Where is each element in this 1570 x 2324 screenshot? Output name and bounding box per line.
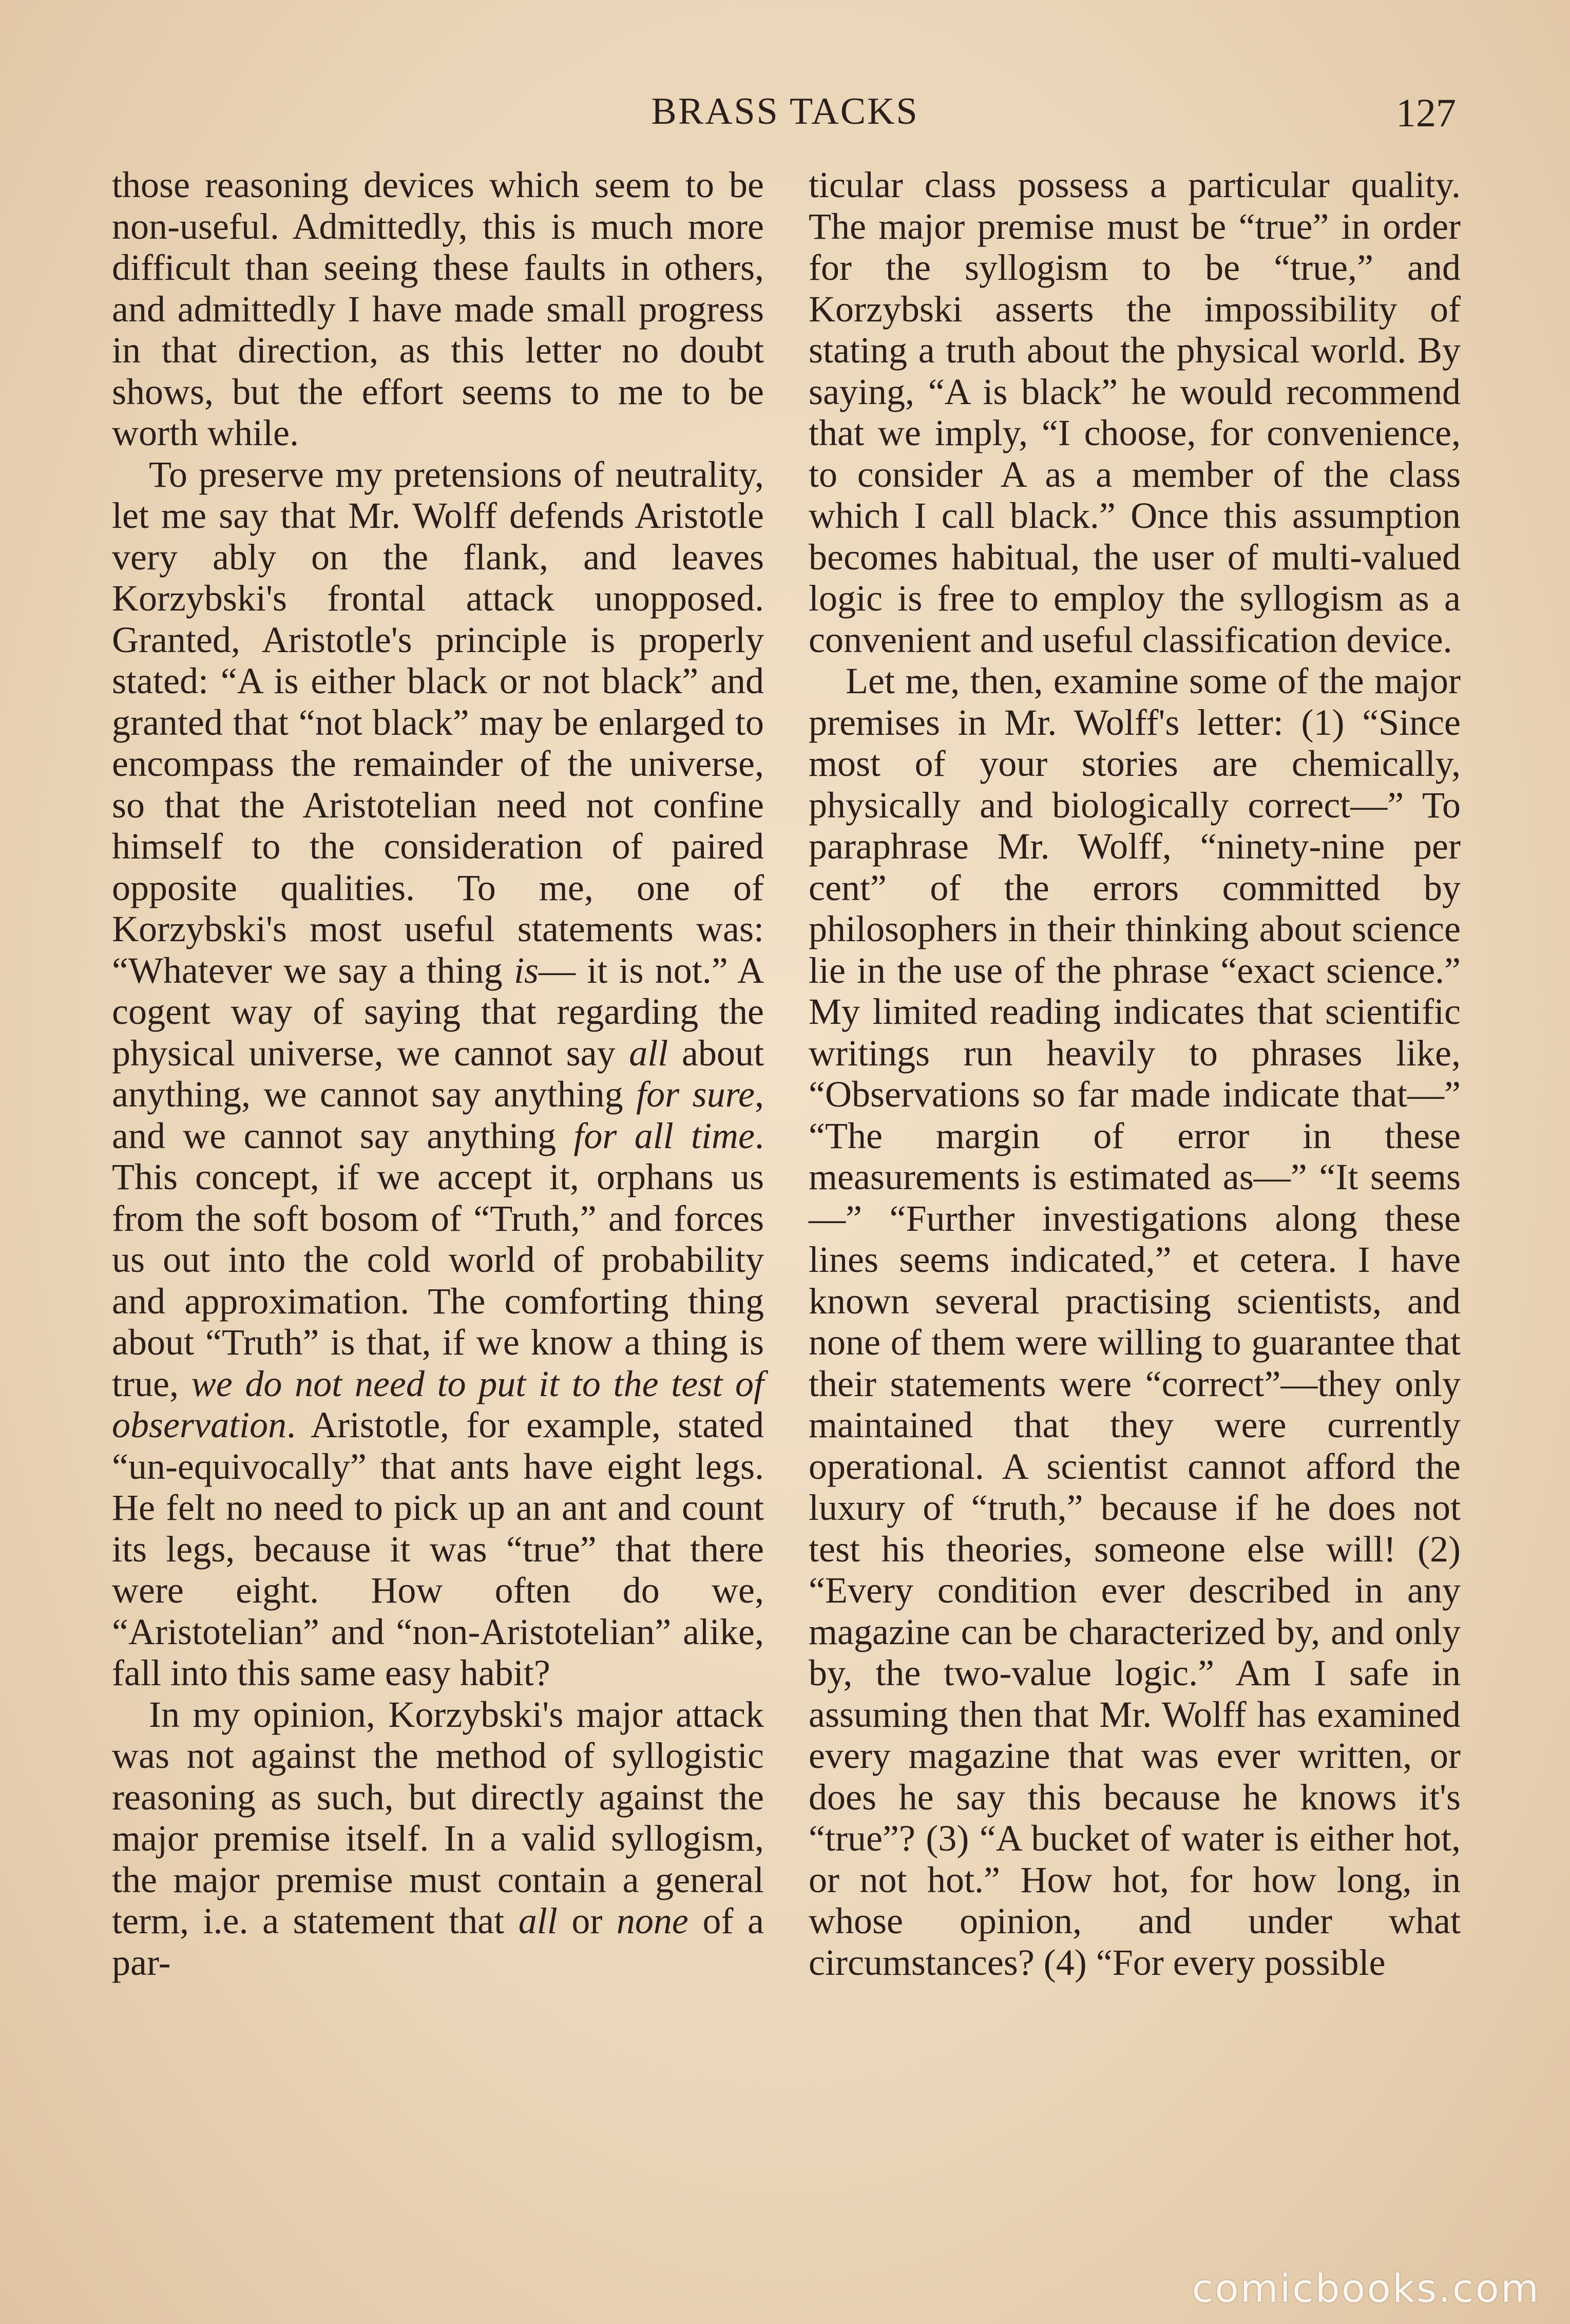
italic-run: for sure: [636, 1074, 755, 1115]
text-run: — it is not.” A cogent way of saying that regarding the physical universe, we cannot say: [112, 949, 764, 1074]
running-title: BRASS TACKS: [651, 90, 919, 132]
italic-run: for all time: [573, 1115, 755, 1156]
text-run: , and we cannot say anything: [112, 1074, 764, 1156]
page-number: 127: [1396, 90, 1456, 135]
paragraph: [112, 454, 764, 1694]
italic-run: all: [629, 1032, 668, 1074]
watermark: comicbooks.com: [1192, 2265, 1540, 2311]
paragraph: [809, 164, 1461, 660]
text-run: those reasoning devices which seem to be non-useful. Admittedly, this is much more difficult than seeing these faults in others, and admittedly I have made small progress in that direction, as this letter no doubt shows, but the effort seems to me to be worth while.: [112, 164, 764, 453]
text-run: ticular class possess a particular quality. The major premise must be “true” in order for the syllogism to be “true,” and Korzybski asserts the impossibility of stating a truth about the physical world. By saying, “A is black” he would recommend that we imply, “I choose, for convenience, to consider A as a member of the class which I call black.” Once this assumption becomes habitual, the user of multi-valued logic is free to employ the syllogism as a convenient and useful classification device.: [809, 164, 1461, 660]
text-run: or: [557, 1900, 617, 1941]
paragraph: [112, 1694, 764, 1984]
paragraph: [809, 660, 1461, 1983]
paragraph: [112, 164, 764, 454]
text-run: . This concept, if we accept it, orphans us from the soft bosom of “Truth,” and forces us out into the cold world of probability and approximation. The comforting thing about “Truth” is that, if we know a thing is true,: [112, 1115, 764, 1404]
text-run: In my opinion, Korzybski's major attack was not against the method of syllogistic reasoning as such, but directly against the major premise itself. In a valid syllogism, the major premise must contain a general term, i.e. a statement that: [112, 1693, 764, 1941]
text-run: Let me, then, examine some of the major premises in Mr. Wolff's letter: (1) “Since most of your stories are chemically, physically and biologically correct—” To paraphrase Mr. Wolff, “ninety-nine per cent” of the errors committed by philosophers in their thinking about science lie in the use of the phrase “exact science.” My limited reading indicates that scientific writings run heavily to phrases like, “Observations so far made indicate that—” “The margin of error in these measurements is estimated as—” “It seems—” “Further investigations along these lines seems indicated,” et cetera. I have known several practising scientists, and none of them were willing to guarantee that their statements were “correct”—they only maintained that they were currently operational. A scientist cannot afford the luxury of “truth,” because if he does not test his theories, someone else will! (2) “Every condition ever described in any magazine can be characterized by, and only by, the two-value logic.” Am I safe in assuming then that Mr. Wolff has examined every magazine that was ever written, or does he say this because he knows it's “true”? (3) “A bucket of water is either hot, or not hot.” How hot, for how long, in whose opinion, and under what circumstances? (4) “For every possible: [809, 660, 1461, 1983]
text-run: of a par-: [112, 1900, 764, 1983]
italic-run: is: [513, 949, 539, 991]
page-header: [0, 90, 1570, 141]
italic-run: all: [518, 1900, 558, 1941]
text-run: . Aristotle, for example, stated “un-equivocally” that ants have eight legs. He felt no need to pick up an ant and count its legs, because it was “true” that there were eight. How often do we, “Aristotelian” and “non-Aristotelian” alike, fall into this same easy habit?: [112, 1404, 764, 1693]
text-run: To preserve my pretensions of neutrality, let me say that Mr. Wolff defends Aristotle very ably on the flank, and leaves Korzybski's frontal attack unopposed. Granted, Aristotle's principle is properly stated: “A is either black or not black” and granted that “not black” may be enlarged to encompass the remainder of the universe, so that the Aristotelian need not confine himself to the consideration of paired opposite qualities. To me, one of Korzybski's most useful statements was: “Whatever we say a thing: [112, 453, 764, 991]
right-column: [809, 164, 1461, 2218]
left-column: [112, 164, 764, 2218]
italic-run: none: [616, 1900, 688, 1941]
text-run: about anything, we cannot say anything: [112, 1032, 764, 1115]
italic-run: we do not need to put it to the test of observation: [112, 1363, 764, 1445]
